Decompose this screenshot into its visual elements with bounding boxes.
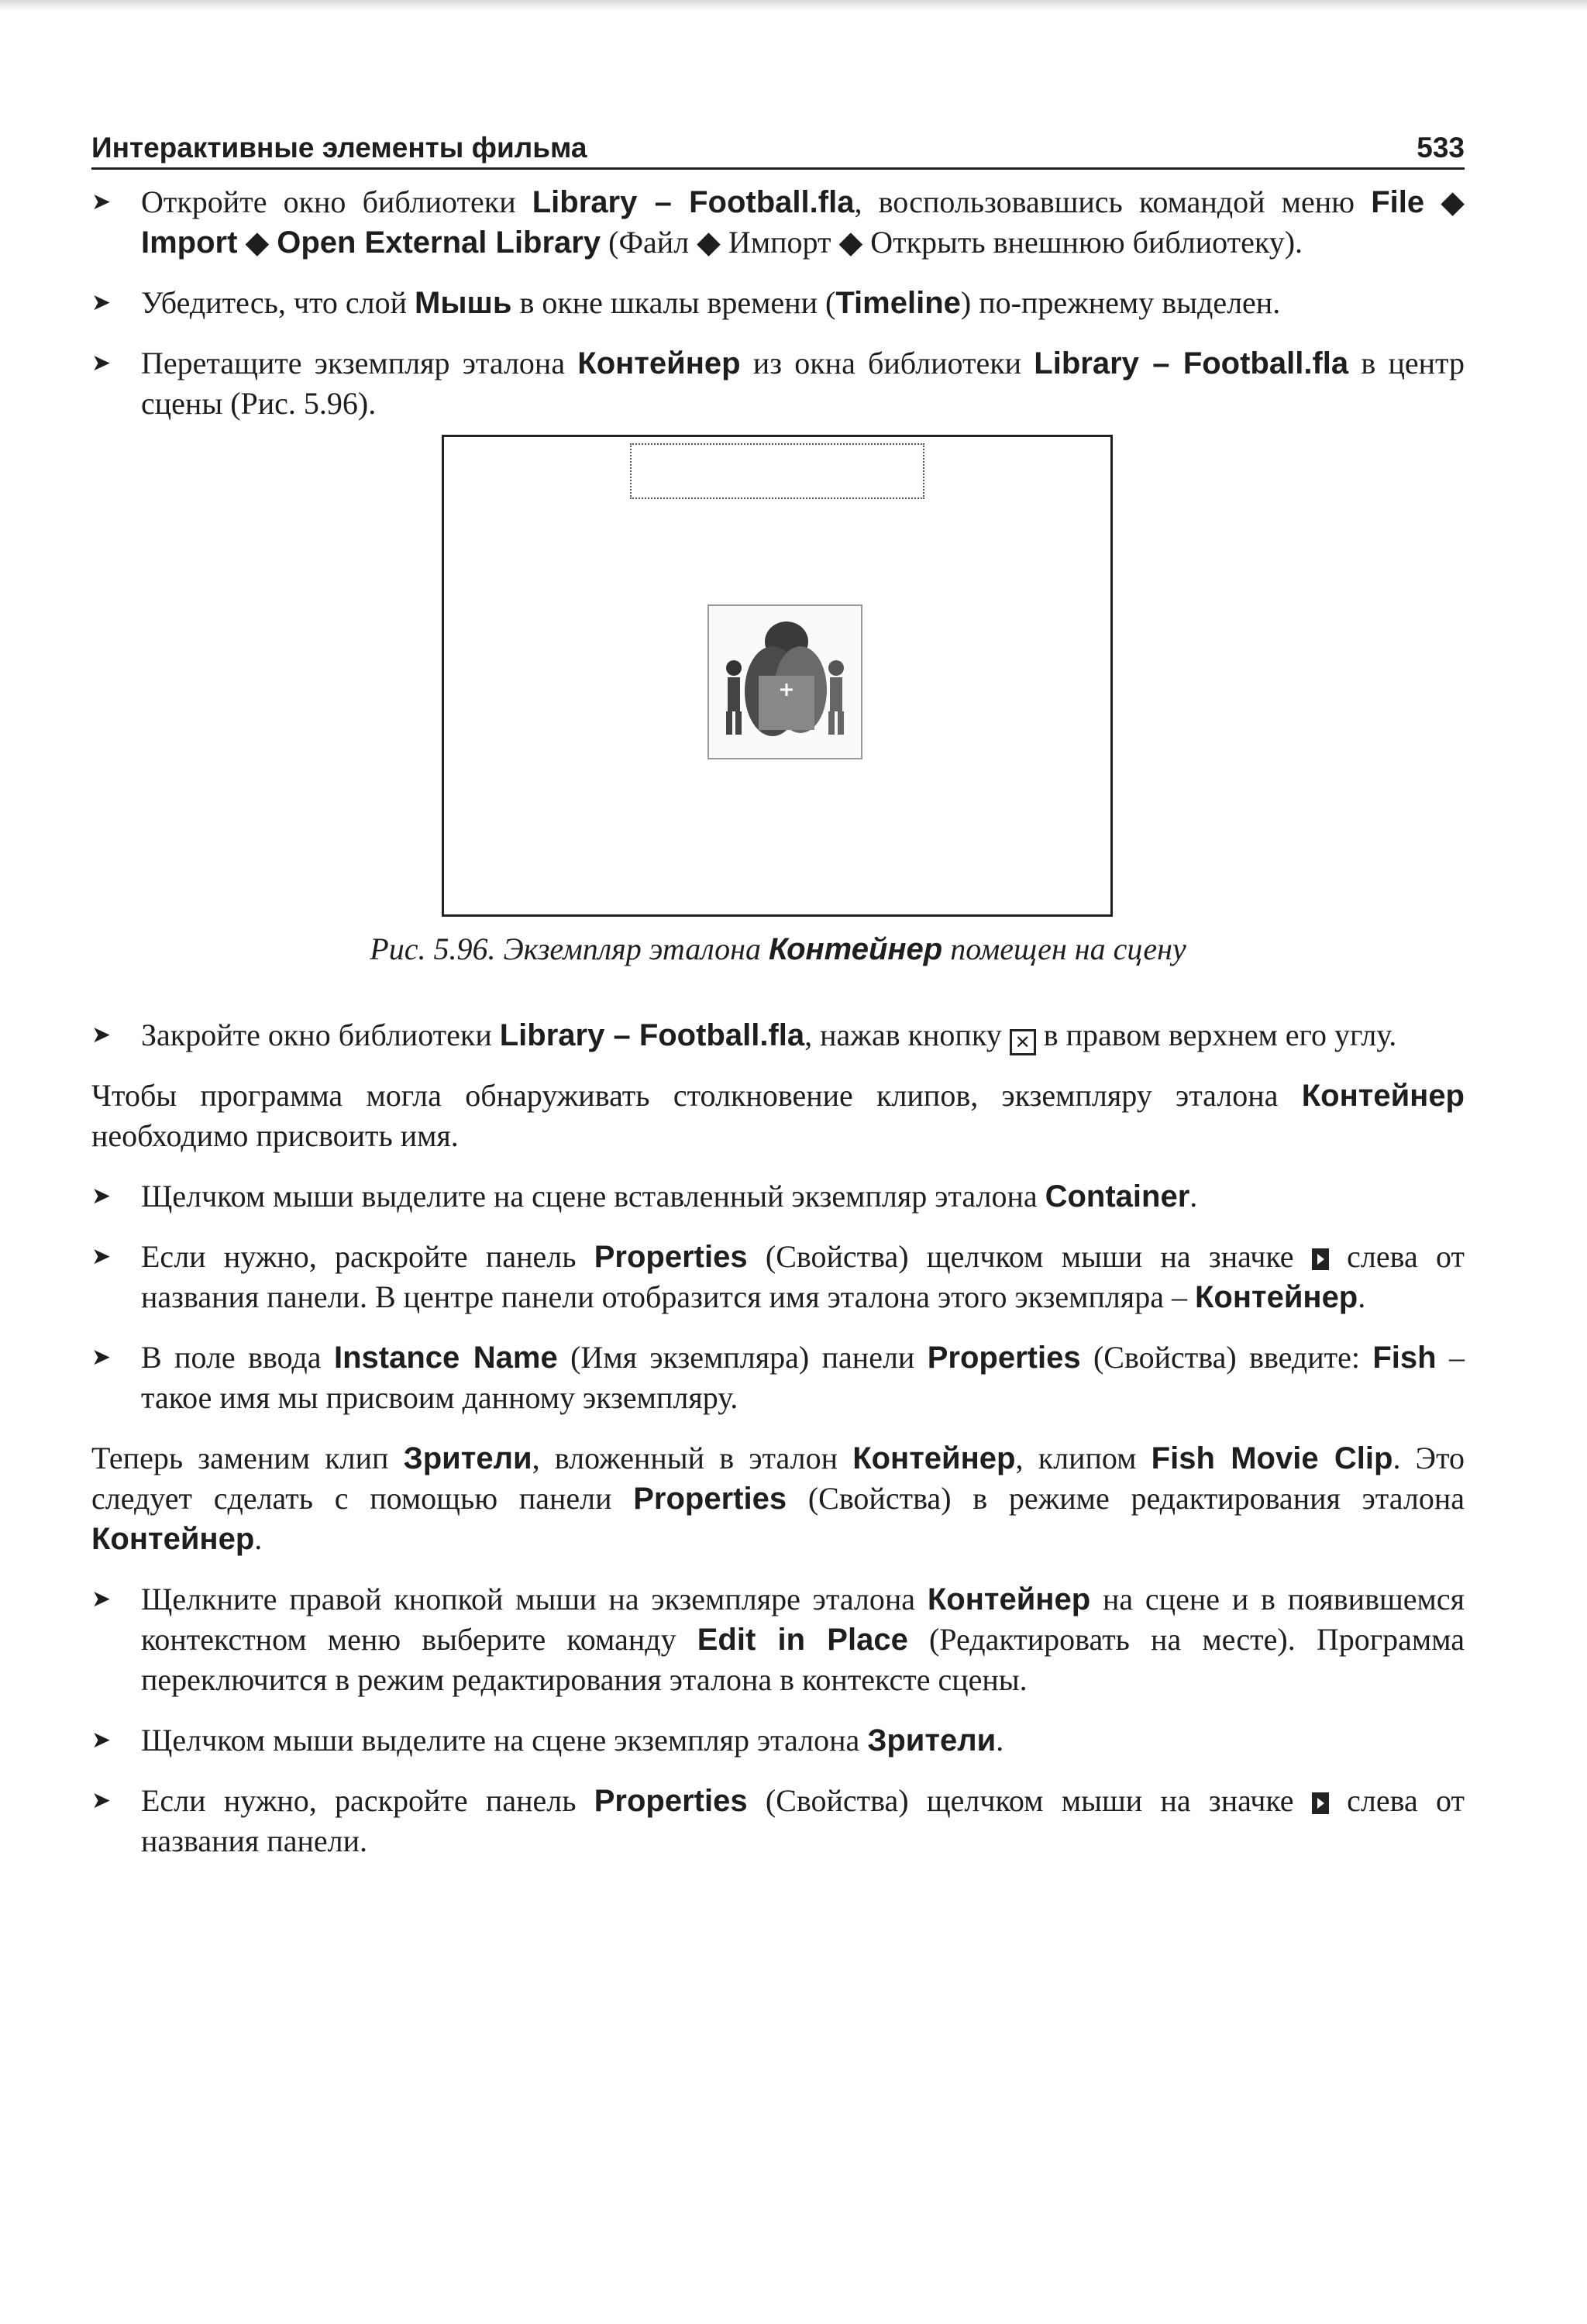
scan-edge: [0, 0, 1587, 11]
bullet-arrow-icon: ➤: [91, 1787, 112, 1814]
running-title: Интерактивные элементы фильма: [91, 132, 587, 164]
paragraph-replace-clip: Теперь заменим клип Зрители, вложенный в эталон Контейнер, клипом Fish Movie Clip. Это следует сделать с помощью панели Properties (Свойства) в режиме редактирования эталона Контейнер.: [91, 1441, 1465, 1556]
menu-separator-icon: ◆: [1424, 184, 1465, 219]
bullet-arrow-icon: ➤: [91, 289, 112, 316]
bullet-arrow-icon: ➤: [91, 1021, 112, 1048]
expand-triangle-icon: [1312, 1792, 1329, 1814]
instruction-close-library: ➤ Закройте окно библиотеки Library – Football.fla, нажав кнопку ✕ в правом верхнем его углу.: [91, 1015, 1465, 1055]
figure-5-96: [91, 435, 1465, 931]
instruction-select-spectators: ➤ Щелчком мыши выделите на сцене экземпляр эталона Зрители.: [91, 1720, 1465, 1761]
container-instance: [707, 604, 862, 759]
bullet-arrow-icon: ➤: [91, 188, 112, 215]
page-number: 533: [1417, 132, 1465, 164]
book-page: [91, 132, 1465, 1861]
bullet-arrow-icon: ➤: [91, 1585, 112, 1613]
close-button-icon: ✕: [1010, 1029, 1036, 1055]
bullet-arrow-icon: ➤: [91, 349, 112, 377]
instruction-drag-instance: ➤ Перетащите экземпляр эталона Контейнер из окна библиотеки Library – Football.fla в центр сцены (Рис. 5.96).: [91, 343, 1465, 424]
bullet-arrow-icon: ➤: [91, 1243, 112, 1270]
figure-caption: Рис. 5.96. Экземпляр эталона Контейнер помещен на сцену: [370, 931, 1186, 966]
bullet-arrow-icon: ➤: [91, 1727, 112, 1754]
instruction-select-container: ➤ Щелчком мыши выделите на сцене вставленный экземпляр эталона Container.: [91, 1176, 1465, 1217]
stage-frame: [442, 435, 1113, 917]
instruction-check-layer: ➤ Убедитесь, что слой Мышь в окне шкалы времени (Timeline) по-прежнему выделен.: [91, 283, 1465, 323]
dotted-placeholder: [630, 443, 924, 499]
expand-triangle-icon: [1312, 1248, 1329, 1270]
spectators-icon: [709, 606, 861, 758]
bullet-arrow-icon: ➤: [91, 1344, 112, 1371]
instruction-open-library: ➤ Откройте окно библиотеки Library – Football.fla, воспользовавшись командой меню File ◆ Import ◆ Open External Library (Файл ◆ Импорт ◆ Открыть внешнюю библиотеку).: [91, 182, 1465, 263]
instruction-instance-name: ➤ В поле ввода Instance Name (Имя экземпляра) панели Properties (Свойства) введите: Fish – такое имя мы присвоим данному экземпляру.: [91, 1338, 1465, 1418]
paragraph-naming: Чтобы программа могла обнаруживать столкновение клипов, экземпляру эталона Контейнер необходимо присвоить имя.: [91, 1078, 1465, 1153]
menu-separator-icon: ◆: [237, 225, 277, 260]
instruction-edit-in-place: ➤ Щелкните правой кнопкой мыши на экземпляре эталона Контейнер на сцене и в появившемся контекстном меню выберите команду Edit in Place (Редактировать на месте). Программа переключится в режим редактирования эталона в контексте сцены.: [91, 1579, 1465, 1700]
instruction-expand-properties: ➤ Если нужно, раскройте панель Properties (Свойства) щелчком мыши на значке слева от названия панели. В центре панели отобразится имя эталона этого экземпляра – Контейнер.: [91, 1237, 1465, 1317]
running-header: [91, 132, 1465, 170]
bullet-arrow-icon: ➤: [91, 1183, 112, 1210]
instruction-expand-properties-2: ➤ Если нужно, раскройте панель Properties (Свойства) щелчком мыши на значке слева от названия панели.: [91, 1781, 1465, 1861]
